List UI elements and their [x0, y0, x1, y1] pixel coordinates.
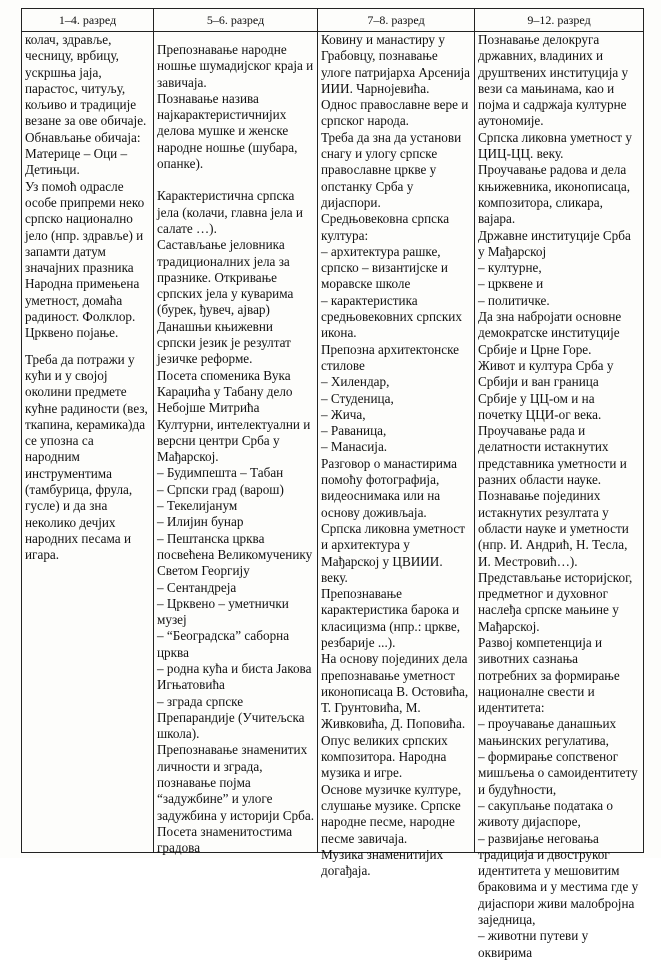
- column-grade-9-12: [475, 32, 644, 960]
- paragraph: Музика знаменитијих догађаја.: [321, 846, 444, 879]
- paragraph: Познавање назива најкарактеристичнијих делова мушке и женске народне ношње (шубара, опанке).: [157, 90, 298, 172]
- list-item: – Текелијанум: [157, 498, 238, 514]
- list-item: – развијање неговања традиција и двоструког идентитета у мешовитим браковима и у местима где у дијаспори живи малобројна заједница,: [478, 830, 639, 928]
- header-grade-1-4: 1–4. разред: [22, 9, 154, 32]
- content-row: [22, 32, 644, 853]
- paragraph: Ковину и манастиру у Грабовцу, познавање улоге патријарха Арсенија ИИИ. Чарнојевића.: [321, 32, 471, 96]
- header-grade-7-8: 7–8. разред: [318, 9, 475, 32]
- list-item: – Црквено – уметнички музеј: [157, 595, 289, 628]
- paragraph: Српска ликовна уметност и архитектура у Мађарској у ЦВИИИ. веку.: [321, 520, 466, 585]
- paragraph: Препознавање знаменитих личности и зграда, познавање појма “задужбине” и улоге задужбина у историји Срба. Посета знаменитостима градова: [157, 742, 315, 856]
- paragraph: Познавање делокруга државних, владиних и друштвених институција у вези са мањинама, као и појма и садржаја културне аутономије.: [478, 32, 629, 129]
- paragraph: Средњовековна српска култура:: [321, 211, 450, 243]
- paragraph: Карактеристична српска јела (колачи, главна јела и салате …).: [157, 188, 303, 236]
- list-item: – Српски град (варош): [157, 481, 284, 497]
- paragraph: Препознавање народне ношње шумадијског краја и завичаја.: [157, 42, 314, 90]
- paragraph: Треба да зна да установи снагу и улогу српске православне цркве у опстанку Срба у дијаспори.: [321, 129, 462, 210]
- list-item: – Хилендар,: [321, 374, 390, 390]
- list-item: – Манасија.: [321, 439, 388, 455]
- paragraph: Препознавање карактеристика барока и класицизма (нпр.: цркве, резбарије ...).: [321, 586, 461, 650]
- paragraph: Посета споменика Вука Караџића у Табану дело Небојше Митрића Културни, интелектуални и версни центри Срба у Мађарској.: [157, 367, 311, 465]
- paragraph: Састављање јеловника традиционалних јела за празнике. Откривање српских јела у куварима (бурек, ђувеч, ајвар): [157, 237, 294, 318]
- column-grade-7-8: [318, 32, 475, 879]
- header-row: [22, 9, 644, 32]
- paragraph: Разговор о манастирима помоћу фотографија, видеоснимака или на основу доживљаја.: [321, 455, 458, 520]
- list-item: – Жича,: [321, 406, 366, 422]
- list-item: – архитектура рашке, српско – византијске и моравске школе: [321, 243, 448, 292]
- paragraph: Треба да потражи у кући и у својој околини предмете кућне радиности (вез, ткапина, керамика)да се упозна са народним инструментима (тамбурица, фрула, гусле) и да зна неколико дечјих народних песама и игара.: [25, 351, 148, 563]
- list-item: – проучавање данашњих мањинских регулатива,: [478, 716, 617, 748]
- list-item: – “Београдска” саборна црква: [157, 628, 290, 660]
- list-item: – карактеристика средњовековних српских икона.: [321, 292, 462, 341]
- list-item: – Илијин бунар: [157, 514, 244, 530]
- column-grade-1-4: [22, 32, 154, 853]
- paragraph: Државне институције Срба у Мађарској: [478, 227, 631, 259]
- curriculum-table: [21, 8, 644, 960]
- list-item: – сакупљање података о животу дијаспоре,: [478, 797, 613, 830]
- paragraph: Препозна архитектонске стилове: [321, 341, 460, 373]
- column-grade-5-6: [154, 32, 318, 856]
- paragraph: Данашњи књижевни српски језик је резултат језичке реформе.: [157, 318, 291, 367]
- header-grade-5-6: 5–6. разред: [154, 9, 318, 32]
- list-item: – политичке.: [478, 292, 550, 308]
- paragraph: Да зна набројати основне демократске институције Србије и Црне Горе.: [478, 309, 622, 357]
- paragraph: Однос православне вере и српског народа.: [321, 97, 469, 129]
- paragraph: На основу појединих дела препознавање уметност иконописаца В. Остовића, Т. Грунтовића, М. Живковића, Д. Поповића.: [321, 651, 469, 732]
- paragraph: Познавање појединих истакнутих резултата у области науке и уметности (нпр. И. Андрић, Н. Тесла, И. Местровић…).: [478, 488, 629, 569]
- paragraph: Основе музичке културе, слушање музике. Српске народне песме, народне песме завичаја.: [321, 781, 462, 846]
- paragraph: Уз помоћ одрасле особе припреми неко српско национално јело (нпр. здравље) и запамти датум значајних празника Народна примењена уметност, домаћа радиност. Фолклор. Црквено појање.: [25, 178, 145, 341]
- list-item: – Пештанска црква посвећена Великомученику Светом Георгију: [157, 530, 313, 579]
- list-item: – формирање сопственог мишљења о самоидентитету и будућности,: [478, 749, 638, 797]
- paragraph: Представљање историјског, предметног и духовног наслеђа српске мањине у Мађарској.: [478, 569, 633, 634]
- paragraph: Живот и култура Срба у Србији и ван граница Србије у ЦЦ-ом и на почетку ЦЦИ-ог века. Проучавање рада и делатности истакнутих представника уметности и разних области науке.: [478, 357, 627, 488]
- paragraph: колач, здравље, чесницу, врбицу, ускршња јаја, парастос, читуљу, кољиво и традиције везане за ове обичаје.: [25, 32, 147, 129]
- list-item: – животни путеви у оквирима: [478, 928, 589, 960]
- list-item: – Сентандреја: [157, 579, 237, 595]
- header-grade-9-12: 9–12. разред: [475, 9, 644, 32]
- paragraph: Проучавање радова и дела књижевника, иконописаца, композитора, сликара, вајара.: [478, 162, 631, 227]
- list-item: – зграда српске Препарандије (Учитељска школа).: [157, 693, 305, 742]
- paragraph: Опус великих српских композитора. Народна музика и игре.: [321, 732, 448, 781]
- paragraph: Обнављање обичаја: Материце – Оци – Детињци.: [25, 129, 141, 178]
- list-item: – културне,: [478, 260, 542, 276]
- paragraph: Развој компетенција и зивотних сазнања потребних за формирање националне свести и идентитета:: [478, 634, 620, 716]
- list-item: – Будимпешта – Табан: [157, 465, 284, 481]
- list-item: – родна кућа и биста Јакова Игњатовића: [157, 660, 312, 693]
- paragraph: Српска ликовна уметност у ЦИЦ-ЦЦ. веку.: [478, 129, 632, 162]
- list-item: – Раваница,: [321, 423, 387, 439]
- list-item: – Студеница,: [321, 390, 394, 406]
- list-item: – црквене и: [478, 276, 544, 292]
